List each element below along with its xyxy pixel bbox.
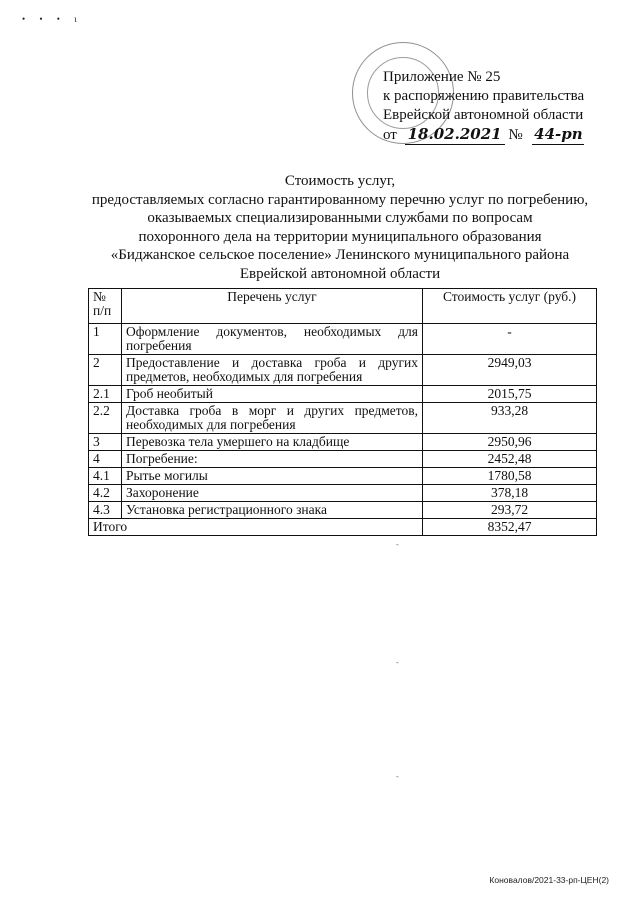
title-line-4: похоронного дела на территории муниципального образования: [138, 228, 542, 245]
row-service: Доставка гроба в морг и других предметов, необходимых для погребения: [122, 403, 423, 434]
appendix-title: Приложение № 25: [383, 69, 501, 85]
row-cost: 2950,96: [423, 434, 597, 451]
title-line-1: Стоимость услуг,: [284, 173, 396, 189]
title-line-2: предоставляемых согласно гарантированному перечню услуг по погребению,: [91, 191, 589, 208]
row-cost: 2949,03: [423, 355, 597, 386]
table-row: [89, 451, 597, 468]
total-label: Итого: [89, 519, 423, 536]
appendix-date-line: [383, 125, 584, 145]
table-row: [89, 403, 597, 434]
row-num: 4: [89, 451, 122, 468]
row-num: 2: [89, 355, 122, 386]
row-cost: 293,72: [423, 502, 597, 519]
title-line-6: Еврейской автономной области: [239, 265, 441, 282]
row-service: Погребение:: [122, 451, 423, 468]
scan-dot: ‐: [396, 658, 399, 667]
row-num: 4.1: [89, 468, 122, 485]
table-row: [89, 502, 597, 519]
table-row: [89, 355, 597, 386]
row-service: Захоронение: [122, 485, 423, 502]
scan-marks: • • • ι: [22, 14, 83, 24]
appendix-order-line: к распоряжению правительства: [383, 88, 585, 104]
scan-dot: ‐: [396, 540, 399, 549]
row-num: 4.3: [89, 502, 122, 519]
row-service: Оформление документов, необходимых для погребения: [122, 324, 423, 355]
services-cost-table: [88, 288, 597, 536]
row-cost: 2452,48: [423, 451, 597, 468]
handwritten-number: 44-рп: [534, 125, 583, 143]
row-num: 2.1: [89, 386, 122, 403]
table-row: [89, 468, 597, 485]
from-label: от: [383, 127, 397, 143]
row-cost: 933,28: [423, 403, 597, 434]
table-row: [89, 386, 597, 403]
title-line-3: оказываемых специализированными службами по вопросам: [147, 210, 533, 226]
scan-dot: ‐: [396, 772, 399, 781]
row-service: Гроб необитый: [122, 386, 423, 403]
row-service: Рытье могилы: [122, 468, 423, 485]
document-title: [80, 172, 600, 283]
table-row: [89, 434, 597, 451]
table-row: [89, 324, 597, 355]
table-total-row: [89, 519, 597, 536]
header-services: Перечень услуг: [122, 289, 423, 324]
title-line-5: «Биджанское сельское поселение» Ленинского муниципального района: [110, 247, 570, 263]
number-label: №: [508, 127, 523, 143]
header-cost: Стоимость услуг (руб.): [423, 289, 597, 324]
header-num: № п/п: [89, 289, 122, 324]
row-cost: 1780,58: [423, 468, 597, 485]
row-num: 3: [89, 434, 122, 451]
appendix-region-line: Еврейской автономной области: [383, 107, 584, 123]
table-header-row: [89, 289, 597, 324]
row-num: 1: [89, 324, 122, 355]
appendix-header: [383, 68, 584, 145]
table-row: [89, 485, 597, 502]
row-num: 4.2: [89, 485, 122, 502]
handwritten-date: 18.02.2021: [405, 125, 505, 145]
row-cost: 378,18: [423, 485, 597, 502]
document-code: Коновалов/2021-33-рп-ЦЕН(2): [489, 875, 609, 885]
row-service: Перевозка тела умершего на кладбище: [122, 434, 423, 451]
row-service: Установка регистрационного знака: [122, 502, 423, 519]
row-num: 2.2: [89, 403, 122, 434]
total-value: 8352,47: [423, 519, 597, 536]
row-cost: 2015,75: [423, 386, 597, 403]
row-service: Предоставление и доставка гроба и других предметов, необходимых для погребения: [122, 355, 423, 386]
row-cost: -: [423, 324, 597, 355]
